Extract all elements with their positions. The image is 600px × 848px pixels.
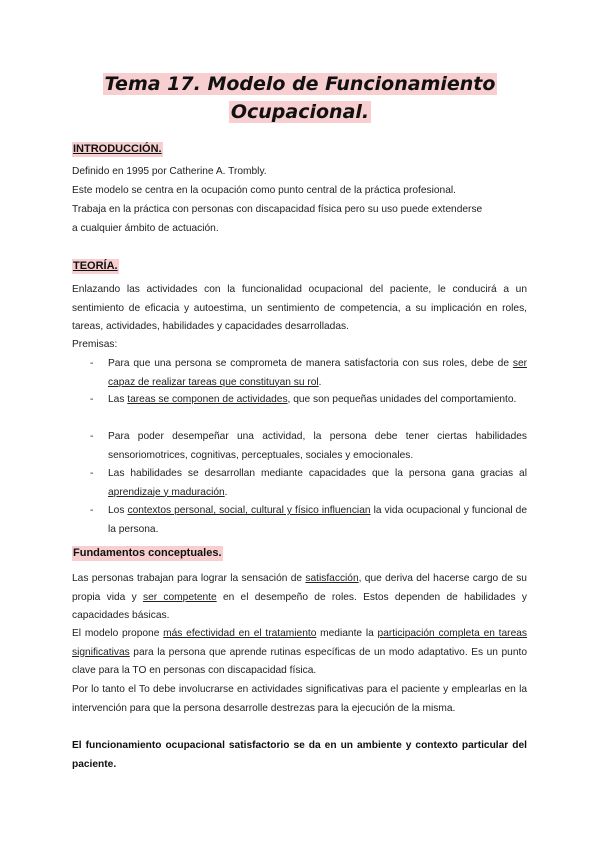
list-bullet: -: [90, 358, 94, 369]
list-bullet: -: [90, 505, 94, 516]
fundamentos-paragraph-4: El funcionamiento ocupacional satisfactorio se da en un ambiente y contexto particular del paciente.: [72, 740, 527, 770]
intro-line-1: Definido en 1995 por Catherine A. Trombly.: [72, 166, 267, 177]
intro-line-4: a cualquier ámbito de actuación.: [72, 223, 219, 234]
list-item: Las habilidades se desarrollan mediante capacidades que la persona gana gracias al aprendizaje y maduración.: [108, 468, 527, 498]
list-bullet: -: [90, 468, 94, 479]
page-title-line-1: Tema 17. Modelo de Funcionamiento: [104, 73, 496, 95]
premisas-label: Premisas:: [72, 339, 118, 350]
list-item: Los contextos personal, social, cultural y físico influencian la vida ocupacional y funcional de la persona.: [108, 505, 527, 535]
intro-line-3: Trabaja en la práctica con personas con discapacidad física pero su uso puede extenderse: [72, 204, 483, 215]
page-title-line-2: Ocupacional.: [230, 101, 370, 123]
list-bullet: -: [90, 394, 94, 405]
teoria-paragraph: Enlazando las actividades con la funcionalidad ocupacional del paciente, le conducirá a un sentimiento de eficacia y autoestima, un sentimiento de competencia, a su implicación en roles, tareas, actividades, habilidades y capacidades desarrolladas.: [72, 284, 527, 332]
teoria-heading: TEORÍA.: [73, 260, 118, 272]
fundamentos-paragraph-3: Por lo tanto el To debe involucrarse en actividades significativas para el paciente y emplearlas en la intervención para que la persona desarrolle destrezas para la ejecución de la misma.: [72, 684, 527, 714]
list-bullet: -: [90, 431, 94, 442]
fundamentos-heading: Fundamentos conceptuales.: [73, 547, 222, 559]
fundamentos-paragraph-2: El modelo propone más efectividad en el tratamiento mediante la participación completa en tareas significativas para la persona que aprende rutinas específicas de un modo adaptativo. Es un punto clave para la TO en personas con discapacidad física.: [72, 628, 527, 676]
fundamentos-paragraph-1: Las personas trabajan para lograr la sensación de satisfacción, que deriva del hacerse cargo de su propia vida y ser competente en el desempeño de roles. Estos dependen de habilidades y capacidades básicas.: [72, 573, 528, 621]
list-item: Las tareas se componen de actividades, que son pequeñas unidades del comportamiento.: [108, 394, 517, 405]
list-item: Para que una persona se comprometa de manera satisfactoria con sus roles, debe de ser capaz de realizar tareas que constituyan su rol.: [108, 358, 527, 388]
intro-line-2: Este modelo se centra en la ocupación como punto central de la práctica profesional.: [72, 185, 456, 196]
intro-heading: INTRODUCCIÓN.: [73, 143, 162, 155]
list-item: Para poder desempeñar una actividad, la persona debe tener ciertas habilidades sensoriomotrices, cognitivas, perceptuales, sociales y emocionales.: [108, 431, 527, 461]
